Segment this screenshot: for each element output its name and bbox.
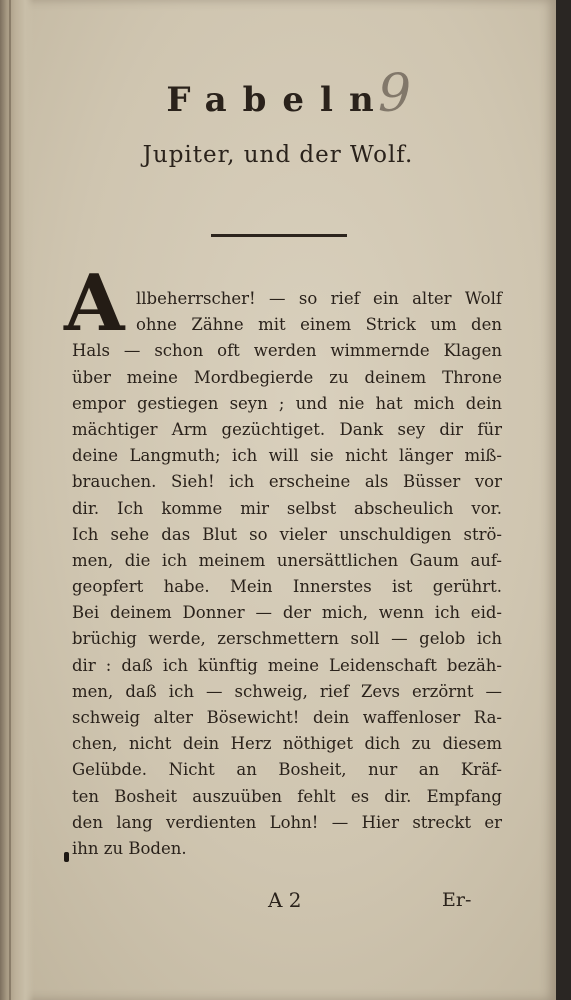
text-line: Ich sehe das Blut so vieler unschuldigen strö- xyxy=(72,524,502,544)
text-line: Bei deinem Donner — der mich, wenn ich eid- xyxy=(72,603,502,623)
text-line: empor gestiegen seyn ; und nie hat mich dein xyxy=(72,393,502,413)
title-divider xyxy=(211,234,347,237)
text-line: men, die ich meinem unersättlichen Gaum auf- xyxy=(72,550,502,570)
fable-title: Jupiter, und der Wolf. xyxy=(142,142,414,168)
text-line: dir : daß ich künftig meine Leidenschaft bezäh- xyxy=(72,655,502,675)
text-line: mächtiger Arm gezüchtiget. Dank sey dir für xyxy=(72,419,502,439)
drop-cap: A xyxy=(64,258,125,349)
text-line: deine Langmuth; ich will sie nicht länger miß- xyxy=(72,446,502,466)
running-title: Fabeln xyxy=(166,80,390,120)
fable-text xyxy=(72,286,502,862)
text-line: llbeherrscher! — so rief ein alter Wolf xyxy=(136,289,502,308)
text-line: über meine Mordbegierde zu deinem Throne xyxy=(72,367,502,387)
catchword: Er- xyxy=(442,889,472,911)
text-line: schweig alter Bösewicht! dein waffenloser Ra- xyxy=(72,708,502,727)
text-line: chen, nicht dein Herz nöthiget dich zu diesem xyxy=(72,734,502,754)
text-line: den lang verdienten Lohn! — Hier streckt er xyxy=(72,812,502,832)
handwritten-page-number: 9 xyxy=(378,64,412,124)
text-line: dir. Ich komme mir selbst abscheulich vor. xyxy=(72,498,502,518)
text-line: brüchig werde, zerschmettern soll — gelob ich xyxy=(72,629,502,649)
signature-mark: A 2 xyxy=(268,888,302,912)
text-line: Hals — schon oft werden wimmernde Klagen xyxy=(72,341,502,361)
text-line: ohne Zähne mit einem Strick um den xyxy=(136,315,502,335)
text-line: men, daß ich — schweig, rief Zevs erzörnt — xyxy=(72,681,502,701)
text-line: brauchen. Sieh! ich erscheine als Büsser vor xyxy=(72,472,502,492)
page-header xyxy=(0,78,556,122)
text-line: ihn zu Boden. xyxy=(72,838,187,858)
text-line: geopfert habe. Mein Innerstes ist gerührt. xyxy=(72,577,502,597)
text-line: ten Bosheit auszuüben fehlt es dir. Empfang xyxy=(72,786,502,806)
ink-mark xyxy=(64,852,69,862)
text-line: Gelübde. Nicht an Bosheit, nur an Kräf- xyxy=(72,760,502,780)
